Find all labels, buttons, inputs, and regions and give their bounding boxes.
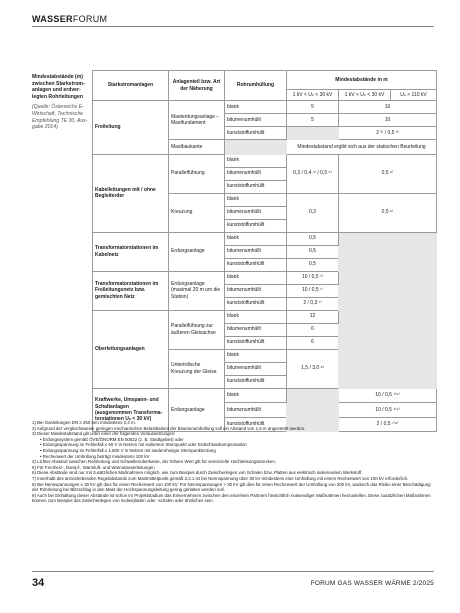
cell-bitumen: bitumenumhüllt — [225, 114, 287, 127]
value-cell: 0,5 — [287, 245, 339, 258]
cell-bitumen: bitumenumhüllt — [225, 245, 287, 258]
cell-erdung-kraft: Erdungsanlage — [169, 388, 225, 432]
cell-kunststoff: kunststoffumhüllt — [225, 219, 287, 232]
value-cell: 10 / 0,5 ⁷⁾⁹⁾ — [339, 388, 437, 403]
value-cell: 6 — [287, 336, 339, 349]
cell-bitumen: bitumenumhüllt — [225, 167, 287, 180]
cell-kunststoff: kunststoffumhüllt — [225, 336, 287, 349]
value-cell: 2 / 0,3 ⁷⁾ — [287, 297, 339, 310]
cell-mast: Masterdungsanlage – Mastfundament — [169, 101, 225, 140]
footnote-bullet: • Rechenwert der Umhüllung beträgt mindestens 100 kV — [40, 453, 150, 459]
value-cell: 2 ²⁾ / 0,5 ³⁾ — [339, 127, 437, 140]
value-cell: 12 — [287, 310, 339, 323]
value-cell: 2 / 0,5 ⁷⁾⁹⁾ — [339, 417, 437, 432]
row-kabel: Kabelleitungen mit / ohne Begleiterder — [93, 154, 169, 232]
cell-blank: blank — [225, 101, 287, 114]
cell-kunststoff: kunststoffumhüllt — [225, 375, 287, 388]
footnotes — [32, 420, 436, 504]
footnote: 1) Bei Gasleitungen DN ≥ 250 mm mindestens 0,4 m. — [32, 420, 136, 425]
cell-kunststoff: kunststoffumhüllt — [225, 127, 287, 140]
value-cell: 10 / 0,5 ⁷⁾⁹⁾ — [339, 403, 437, 418]
footnote: 7) Innerhalb des anzustrebenden Regelabstands zum Mastmittelpunkt gemäß 3.2.1 ist bei Nennspannung über 30 kV mindestens eine Umhüllung mit einem Rechenwert von 100 kV erforderlich. — [32, 475, 409, 481]
value-cell: 10 / 0,5 ⁷⁾ — [287, 271, 339, 284]
footnote: 6) Diese Abstände sind nur mit zusätzlichen Maßnahmen möglich, wie zum Beispiel durch Zwischenlegen von Schalen bzw. Platten aus elektrisch isolierendem Werkstoff. — [32, 470, 363, 476]
footnote: 4) Lichter Abstand zwischen Rohrleitung und Schwellenoberkante, der höhere Wert gilt für vereinzelte Hochleistungsstrecken. — [32, 459, 276, 465]
header-anlagenteil: Anlagenteil bzw. Art der Näherung — [169, 71, 225, 101]
value-cell: 6 — [287, 323, 339, 336]
header-mindest: Mindestabstände in m — [287, 71, 437, 90]
value-cell: 10 — [339, 101, 437, 114]
cell-bitumen: bitumenumhüllt — [225, 284, 287, 297]
cell-ober-parallel: Parallelführung zur äußeren Gleisachse — [169, 310, 225, 349]
cell-kunststoff: kunststoffumhüllt — [225, 258, 287, 271]
cell-kunststoff: kunststoffumhüllt — [225, 297, 287, 310]
value-cell: 1,5 / 3,0 ⁸⁾ — [287, 349, 339, 388]
footnote-bullet: • Erdungssystem gemäß ÖVE/ÖNORM EN 50522 (z. B. Stadtgebiet) oder — [40, 436, 184, 442]
value-cell: 5 — [287, 101, 339, 114]
brand-logo — [32, 14, 107, 24]
value-cell: 10 / 0,5 ⁷⁾ — [287, 284, 339, 297]
brand-part2: FORUM — [72, 14, 108, 24]
row-freileitung: Freileitung — [93, 101, 169, 155]
cell-mastbau: Mastbaukante — [169, 140, 225, 155]
cell-bitumen: bitumenumhüllt — [225, 206, 287, 219]
blank-cell — [339, 310, 437, 388]
header-voltage-1: 1 kV < Uₙ < 30 kV — [287, 90, 339, 101]
footnote-bullet: • Erdungsspannung im Fehlerfall ≤ 60 V in Netzen mit isoliertem Sternpunkt oder Erdschlusskompensation — [40, 442, 247, 448]
value-cell: 0,3 / 0,4 ⁴⁾ / 0,5 ⁵⁾ — [287, 154, 339, 193]
caption-source: (Quelle: Österreichs E-Wirtschaft, Technische Empfehlung TE 30, Aus-gabe 2014) — [32, 104, 88, 131]
cell-blank: blank — [225, 310, 287, 323]
magazine-title: FORUM GAS WASSER WÄRME 2/2025 — [310, 580, 434, 587]
cell-blank: blank — [225, 349, 287, 362]
value-cell: 5 — [287, 114, 339, 127]
footnote: 3) Dieser Mindestabstand gilt unter einer der folgenden Voraussetzungen: — [32, 431, 176, 437]
distance-table — [92, 70, 437, 432]
footnote: 2) Aufgrund der vergleichsweise geringen mechanischen Belastbarkeit der Bitumenumhüllung soll ein Abstand von 1,5 m angestrebt werden. — [32, 425, 306, 431]
header-voltage-2: 1 kV < Uₙ < 30 kV — [339, 90, 391, 101]
blank-cell — [339, 271, 437, 310]
cell-kreuzung: Kreuzung — [169, 193, 225, 232]
cell-bitumen: bitumenumhüllt — [225, 403, 287, 418]
cell-parallel: Parallelführung — [169, 154, 225, 193]
footnote-bullet: • Erdungsspannung im Fehlerfall ≤ 1.500 V in Netzen mit niederohmiger Sternpunkterdung — [40, 447, 216, 453]
cell-kunststoff: kunststoffumhüllt — [225, 180, 287, 193]
footnote: 9) Auch bei Einhaltung dieser Abstände ist schon im Projektstadium das Einvernehmen zwischen den einzelnen Partnern hinsichtlich notwendiger Maßnahmen herzustellen. Diese zusätzlichen Maßnahmen können zum Beispiel das Zwischenlegen von Isolierplatten oder -schalen oder ähnliches sein. — [32, 492, 431, 504]
blank-cell — [287, 127, 339, 140]
blank-cell — [225, 140, 287, 155]
cell-blank: blank — [225, 193, 287, 206]
blank-cell — [339, 232, 437, 271]
page-number: 34 — [32, 577, 45, 589]
cell-blank: blank — [225, 271, 287, 284]
cell-erdung-20m: Erdungsanlage (maximal 20 m um die Station) — [169, 271, 225, 310]
footer-rule — [32, 571, 434, 572]
sidebar-caption — [32, 74, 88, 131]
header-rohr: Rohrumhüllung — [225, 71, 287, 101]
row-oberleitung: Oberleitungsanlagen — [93, 310, 169, 388]
footnote: 5) Für Fernheiz-, Dampf-, Warmluft- und Warmwasserleitungen — [32, 464, 155, 470]
cell-bitumen: bitumenumhüllt — [225, 362, 287, 375]
cell-bitumen: bitumenumhüllt — [225, 323, 287, 336]
row-kraftwerke: Kraftwerke, Umspann- und Schaltanlagen (ausgenommen Transforma-torstationen Uₙ < 30 kV) — [93, 388, 169, 432]
row-trafo-freileitungsnetz: Transformatorstationen im Freileitungsnetz bzw. gemischten Netz — [93, 271, 169, 310]
cell-kunststoff: kunststoffumhüllt — [225, 417, 287, 432]
footnote: 8) Bei Nennspannungen ≤ 30 kV gilt dies für einen Rechenwert von 100 kV. Für Nennspannungen > 30 kV gilt dies für einen Rechenwert der Umhüllung von 200 kV, wodurch das Risiko einer Beschädigung der Rohrleitung bei Blitzschlag in den Mast der Hochspannungsleitung gering gehalten werden soll. — [32, 481, 431, 493]
value-cell: 0,5 ⁶⁾ — [339, 154, 437, 193]
cell-erdung: Erdungsanlage — [169, 232, 225, 271]
row-trafo-kabelnetz: Transformatorstationen im Kabelnetz — [93, 232, 169, 271]
header-anlagen: Starkstromanlagen — [93, 71, 169, 101]
caption-title: Mindestabstände (m) zwischen Starkstrom-anlagen und erdver-legten Rohrleitungen — [32, 74, 85, 100]
cell-blank: blank — [225, 388, 287, 403]
value-cell: 0,5 — [287, 258, 339, 271]
brand-part1: WASSER — [32, 14, 73, 24]
value-cell: 0,3 — [287, 193, 339, 232]
value-cell: 0,5 ⁶⁾ — [339, 193, 437, 232]
cell-ober-kreuzung: Unterirdische Kreuzung der Gleise — [169, 349, 225, 388]
mastbau-note: Mindestabstand ergibt sich aus der statischen Beurteilung — [287, 140, 437, 155]
value-cell: 10 — [339, 114, 437, 127]
value-cell: 0,5 — [287, 232, 339, 245]
cell-blank: blank — [225, 232, 287, 245]
header-voltage-3: Uₙ > 110 kV — [391, 90, 437, 101]
header-rule — [32, 26, 434, 27]
cell-blank: blank — [225, 154, 287, 167]
